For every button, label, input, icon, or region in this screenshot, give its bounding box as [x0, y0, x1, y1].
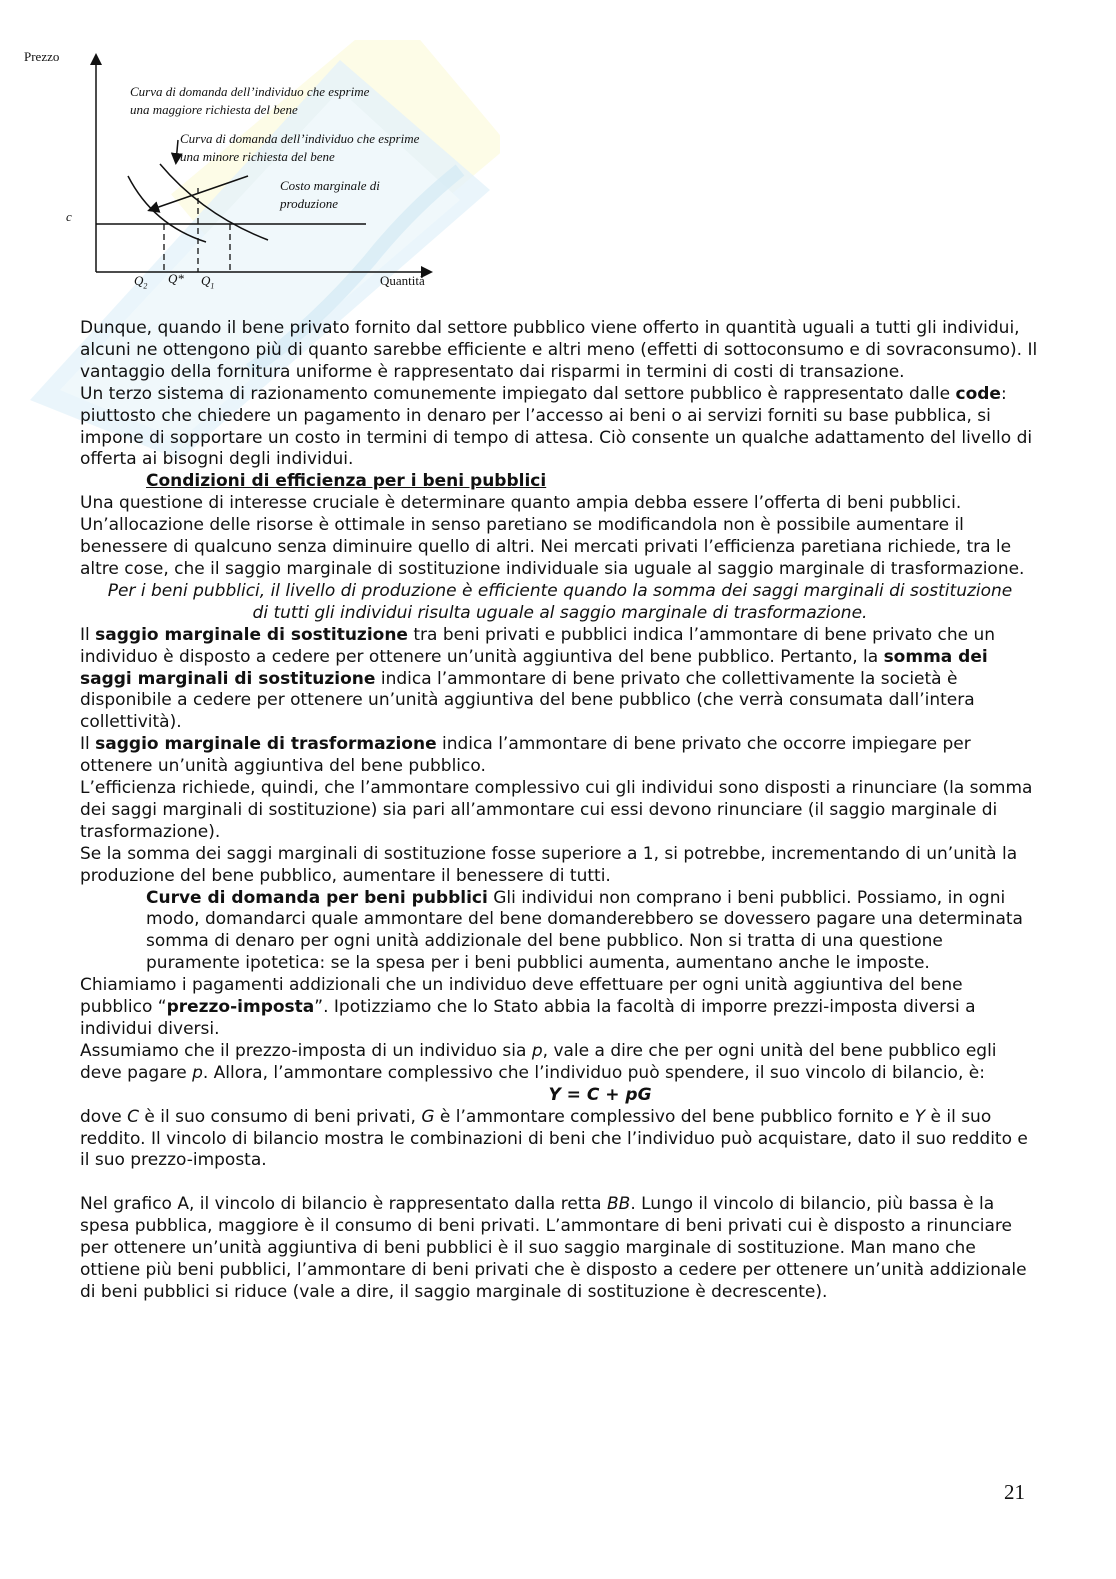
cost-pointer-arrow [150, 176, 248, 210]
demand-pointer-arrow [176, 140, 178, 162]
qstar-label: Q* [168, 271, 184, 286]
paragraph: Dunque, quando il bene privato fornito dal settore pubblico viene offerto in quantità uguali a tutti gli individui, alcuni ne ottengono più di quanto sarebbe efficiente e altri meno (effetti di sottoconsumo e di sovraconsumo). Il vantaggio della fornitura uniforme è rappresentato dai risparmi in termini di costi di transazione. [80, 318, 1038, 382]
demand-diagram [18, 40, 478, 300]
cost-label-line1: Costo marginale di [280, 178, 380, 193]
section-heading: Curve di domanda per beni pubblici [146, 887, 488, 908]
paragraph: Una questione di interesse cruciale è determinare quanto ampia debba essere l’offerta di beni pubblici. [80, 493, 962, 514]
paragraph: Nel grafico A, il vincolo di bilancio è rappresentato dalla retta BB. Lungo il vincolo di bilancio, più bassa è la spesa pubblica, maggiore è il consumo di beni privati. L’ammontare di beni privati cui è disposto a rinunciare per ottenere un’unità aggiuntiva di beni pubblici è il suo saggio marginale di sostituzione. Man mano che ottiene più beni pubblici, l’ammontare di beni privati che è disposto a cedere per ottenere un’unità addizionale di beni pubblici si riduce (vale a dire, il saggio marginale di sostituzione è decrescente). [80, 1194, 1027, 1302]
q1-label: $Q_1$ [201, 273, 215, 291]
paragraph: Il saggio marginale di trasformazione indica l’ammontare di bene privato che occorre impiegare per ottenere un’unità aggiuntiva del bene pubblico. [80, 734, 971, 777]
paragraph: dove C è il suo consumo di beni privati, G è l’ammontare complessivo del bene pubblico fornito e Y è il suo reddito. Il vincolo di bilancio mostra le combinazioni di beni che l’individuo può acquistare, dato il suo reddito e il suo prezzo-imposta. [80, 1106, 1028, 1171]
paragraph: Assumiamo che il prezzo-imposta di un individuo sia p, vale a dire che per ogni unità del bene pubblico egli deve pagare p. Allora, l’ammontare complessivo che l’individuo può spendere, il suo vincolo di bilancio, è: [80, 1040, 997, 1083]
low-demand-label-line2: una minore richiesta del bene [180, 149, 335, 164]
low-demand-label-line1: Curva di domanda dell’individuo che esprime [180, 131, 420, 146]
paragraph: L’efficienza richiede, quindi, che l’ammontare complessivo cui gli individui sono disposti a rinunciare (la somma dei saggi marginali di sostituzione) sia pari all’ammontare cui essi devono rinunciare (il saggio marginale di trasformazione). [80, 778, 1033, 842]
paragraph: Curve di domanda per beni pubblici Gli individui non comprano i beni pubblici. Possiamo, in ogni modo, domandarci quale ammontare del bene domanderebbero se dovessero pagare una determinata somma di denaro per ogni unità addizionale del bene pubblico. Non si tratta di una questione puramente ipotetica: se la spesa per i beni pubblici aumenta, aumentano anche le imposte. [146, 887, 1023, 974]
high-demand-label-line1: Curva di domanda dell’individuo che esprime [130, 84, 370, 99]
body-text [80, 318, 1040, 1304]
q2-label: $Q_2$ [134, 273, 148, 291]
cost-value-label: c [66, 209, 72, 224]
budget-formula: Y = C + pG [548, 1084, 652, 1105]
paragraph: Se la somma dei saggi marginali di sostituzione fosse superiore a 1, si potrebbe, incrementando di un’unità la produzione del bene pubblico, aumentare il benessere di tutti. [80, 843, 1018, 886]
spacer [80, 1172, 1040, 1194]
low-demand-curve [128, 176, 206, 242]
y-axis-label: Prezzo [24, 49, 60, 64]
page-number: 21 [1004, 1480, 1025, 1504]
paragraph: Un’allocazione delle risorse è ottimale in senso paretiano se modificandola non è possibile aumentare il benessere di qualcuno senza diminuire quello di altri. Nei mercati privati l’efficienza paretiana richiede, tra le altre cose, che il saggio marginale di sostituzione individuale sia uguale al saggio marginale di trasformazione. [80, 515, 1025, 579]
paragraph: Il saggio marginale di sostituzione tra beni privati e pubblici indica l’ammontare di bene privato che un individuo è disposto a cedere per ottenere un’unità aggiuntiva del bene pubblico. Pertanto, la somma dei saggi marginali di sostituzione indica l’ammontare di bene privato che collettivamente la società è disponibile a cedere per ottenere un’unità aggiuntiva del bene pubblico (che verrà consumata dall’intera collettività). [80, 624, 996, 733]
high-demand-label-line2: una maggiore richiesta del bene [130, 102, 298, 117]
key-statement: Per i beni pubblici, il livello di produzione è efficiente quando la somma dei saggi marginali di sostituzione di tutti gli individui risulta uguale al saggio marginale di trasformazione. [107, 580, 1013, 623]
section-heading: Condizioni di efficienza per i beni pubblici [146, 471, 547, 492]
paragraph: Un terzo sistema di razionamento comunemente impiegato dal settore pubblico è rappresentato dalle code: piuttosto che chiedere un pagamento in denaro per l’accesso ai beni o ai servizi forniti su base pubblica, si impone di sopportare un costo in termini di tempo di attesa. Ciò consente un qualche adattamento del livello di offerta ai bisogni degli individui. [80, 383, 1033, 470]
paragraph: Chiamiamo i pagamenti addizionali che un individuo deve effettuare per ogni unità aggiuntiva del bene pubblico “prezzo-imposta”. Ipotizziamo che lo Stato abbia la facoltà di imporre prezzi-imposta diversi a individui diversi. [80, 975, 976, 1039]
x-axis-label: Quantità [380, 273, 425, 288]
demand-figure [18, 40, 478, 300]
cost-label-line2: produzione [280, 196, 339, 211]
